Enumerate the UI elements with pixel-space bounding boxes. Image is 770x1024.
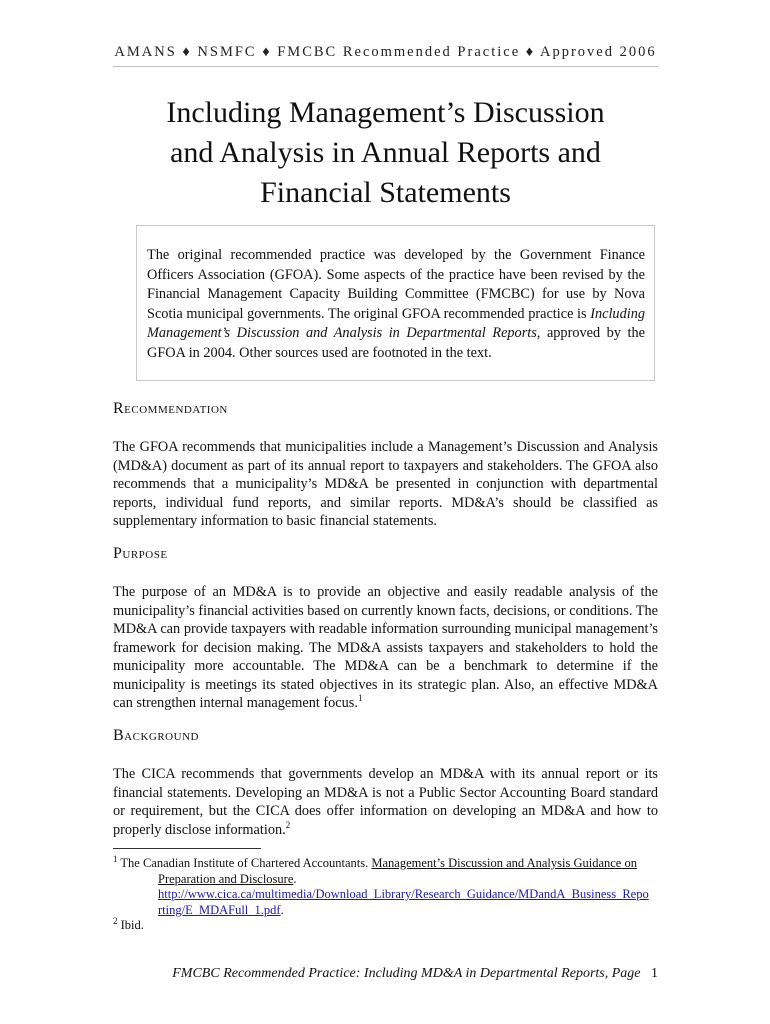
footnote-1-number: 1 (113, 853, 118, 864)
footnote-1-doc-title-cont: Preparation and Disclosure (158, 871, 294, 886)
purpose-heading: Purpose (113, 545, 168, 562)
intro-text-italic-title: Including Management’s Discussion and Analysis in Departmental Reports, (147, 305, 645, 341)
purpose-text: The purpose of an MD&A is to provide an objective and easily readable analysis of the municipality’s financial activities based on currently known facts, decisions, or conditions. The MD&A can provide taxpayers with readable information surrounding municipal management’s framework for decision making. The MD&A assists taxpayers and stakeholders to hold the municipality more accountable. The MD&A can be a benchmark to determine if the municipality is meetings its stated objectives in its strategic plan. Also, an effective MD&A can strengthen internal management focus. (113, 584, 658, 711)
footer-text: FMCBC Recommended Practice: Including MD&A in Departmental Reports, Page (172, 966, 641, 981)
footnote-1-url-link[interactable]: http://www.cica.ca/multimedia/Download_Library/Research_Guidance/MDandA_Business_Repo (158, 887, 649, 901)
title-line-1: Including Management’s Discussion (166, 96, 605, 129)
footnote-ref-2[interactable]: 2 (285, 819, 291, 830)
page-footer (172, 966, 658, 982)
intro-text-part1: The original recommended practice was developed by the Government Finance Officers Association (GFOA). Some aspects of the practice have been revised by the Financial Management Capacity Building Committee (FMCBC) for use by Nova Scotia municipal governments. The original GFOA recommended practice is (147, 247, 645, 322)
intro-text-part2: approved by the GFOA in 2004. Other sources used are footnoted in the text. (147, 325, 645, 361)
footnote-1-url-block (113, 887, 658, 903)
footnote-1-period: . (293, 871, 297, 886)
footnote-1-continuation (113, 872, 658, 888)
document-title (113, 93, 658, 213)
title-line-3: Financial Statements (260, 176, 511, 209)
intro-box (136, 225, 655, 381)
background-text: The CICA recommends that governments develop an MD&A with its annual report or its financial statements. Developing an MD&A is not a Public Sector Accounting Board standard or requirement, but the CICA does offer information on developing an MD&A and how to properly disclose information. (113, 766, 658, 838)
title-line-2: and Analysis in Annual Reports and (170, 136, 601, 169)
footnote-divider (113, 848, 261, 849)
recommendation-heading: Recommendation (113, 400, 228, 417)
recommendation-body: The GFOA recommends that municipalities include a Management’s Discussion and Analysis (MD&A) document as part of its annual report to taxpayers and stakeholders. The GFOA also recommends that a municipality’s MD&A be presented in conjunction with departmental reports, individual fund reports, and similar reports. MD&A’s should be classified as supplementary information to basic financial statements. (113, 439, 658, 529)
footnote-1-doc-title: Management’s Discussion and Analysis Guidance on (371, 856, 637, 870)
page-number: 1 (651, 966, 658, 981)
footnote-1-text: The Canadian Institute of Chartered Accountants. (120, 856, 372, 870)
footnote-1 (113, 853, 658, 918)
footnote-ref-1[interactable]: 1 (357, 693, 363, 704)
header-divider (113, 66, 658, 67)
running-header: AMANS ♦ NSMFC ♦ FMCBC Recommended Practice ♦ Approved 2006 (114, 44, 657, 60)
background-body (113, 765, 658, 839)
intro-text (147, 246, 645, 363)
footnote-2 (113, 915, 658, 934)
footnote-2-text: Ibid. (120, 918, 144, 932)
background-heading: Background (113, 727, 199, 744)
purpose-body (113, 583, 658, 713)
footnote-1-url-period: . (280, 902, 284, 917)
footnote-2-number: 2 (113, 915, 118, 926)
footnote-1-url-block-2 (113, 903, 658, 919)
footnote-1-url-link-cont[interactable]: rting/E_MDAFull_1.pdf (158, 902, 281, 917)
